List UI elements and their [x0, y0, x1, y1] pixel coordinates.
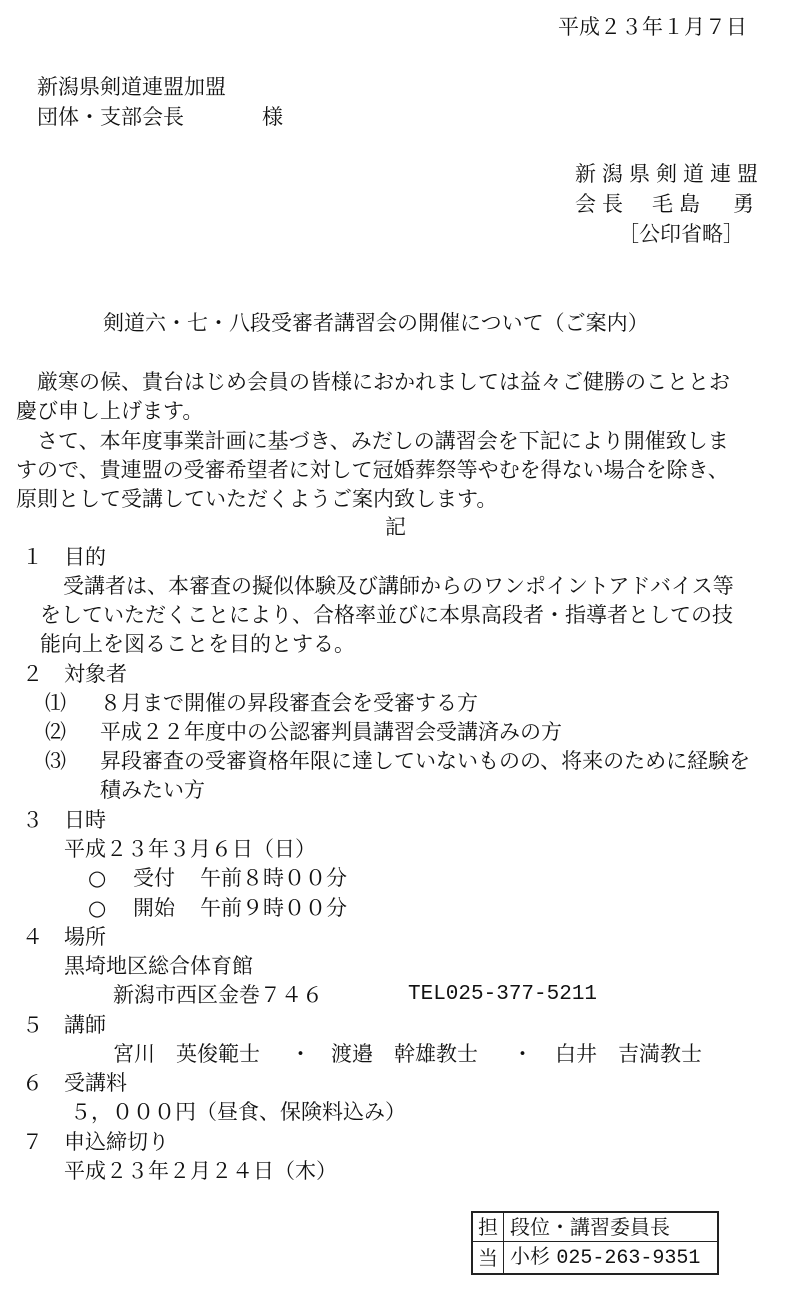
- body-line-1: 厳寒の候、貴台はじめ会員の皆様におかれましては益々ご健勝のこととお: [37, 370, 730, 394]
- instructor-separator-1: ・: [290, 1042, 311, 1066]
- section-3-item-1-time: 午前８時００分: [200, 866, 347, 890]
- instructor-1: 宮川 英俊範士: [113, 1042, 260, 1066]
- section-2-number: ２: [22, 662, 43, 686]
- document-date: 平成２３年１月７日: [558, 15, 747, 39]
- section-3-number: ３: [22, 808, 43, 832]
- section-7-title: 申込締切り: [64, 1130, 169, 1154]
- document-subject: 剣道六・七・八段受審者講習会の開催について（ご案内）: [103, 311, 649, 335]
- instructor-2: 渡邉 幹雄教士: [331, 1042, 478, 1066]
- recipient-line-2: 団体・支部会長: [37, 105, 184, 129]
- section-2-title: 対象者: [64, 662, 127, 686]
- recipient-honorific: 様: [262, 105, 283, 129]
- venue-address: 新潟市西区金巻７４６: [113, 983, 323, 1007]
- section-3-item-2-time: 午前９時００分: [200, 896, 347, 920]
- section-5-title: 講師: [64, 1013, 106, 1037]
- venue-name: 黒埼地区総合体育館: [64, 954, 253, 978]
- contact-role: 段位・講習委員長: [504, 1212, 719, 1242]
- section-1-title: 目的: [64, 545, 106, 569]
- section-6-number: ６: [22, 1071, 43, 1095]
- section-3-item-1-label: 受付: [133, 866, 175, 890]
- section-3-item-2-label: 開始: [133, 896, 175, 920]
- section-4-number: ４: [22, 925, 43, 949]
- instructor-separator-2: ・: [512, 1042, 533, 1066]
- sender-title: 会長: [575, 192, 629, 216]
- contact-label-top: 担: [472, 1212, 504, 1242]
- contact-phone: 025-263-9351: [556, 1247, 701, 1270]
- sender-organization: 新潟県剣道連盟: [575, 162, 764, 186]
- section-3-date: 平成２３年３月６日（日）: [64, 837, 316, 861]
- ki-heading: 記: [385, 515, 406, 539]
- course-fee: ５，０００円（昼食、保険料込み）: [70, 1100, 406, 1124]
- section-1-number: １: [22, 545, 43, 569]
- contact-person-cell: [504, 1242, 719, 1275]
- section-3-title: 日時: [64, 808, 106, 832]
- contact-label-bottom: 当: [472, 1242, 504, 1275]
- section-2-item-2-text: 平成２２年度中の公認審判員講習会受講済みの方: [100, 720, 562, 744]
- venue-phone: TEL025-377-5211: [408, 983, 598, 1006]
- section-2-item-2-number: ⑵: [45, 720, 66, 744]
- section-2-item-3-text: 昇段審査の受審資格年限に達していないものの、将来のために経験を: [100, 749, 751, 773]
- body-line-5: 原則として受講していただくようご案内致します。: [16, 487, 498, 511]
- section-7-number: ７: [22, 1130, 43, 1154]
- section-3-item-1-mark: ○: [88, 866, 107, 890]
- section-1-line-2: をしていただくことにより、合格率並びに本県高段者・指導者としての技: [40, 603, 733, 627]
- sender-name: 毛島 勇: [652, 192, 760, 216]
- section-5-number: ５: [22, 1013, 43, 1037]
- section-2-item-1-number: ⑴: [45, 691, 66, 715]
- body-line-3: さて、本年度事業計画に基づき、みだしの講習会を下記により開催致しま: [37, 429, 729, 453]
- section-1-line-3: 能向上を図ることを目的とする。: [40, 632, 355, 656]
- body-line-2: 慶び申し上げます。: [16, 399, 204, 423]
- recipient-line-1: 新潟県剣道連盟加盟: [37, 75, 226, 99]
- section-1-line-1: 受講者は、本審査の擬似体験及び講師からのワンポイントアドバイス等: [63, 574, 734, 598]
- section-6-title: 受講料: [64, 1071, 127, 1095]
- section-3-item-2-mark: ○: [88, 896, 107, 920]
- section-2-item-3-number: ⑶: [45, 749, 66, 773]
- body-line-4: すので、貴連盟の受審希望者に対して冠婚葬祭等やむを得ない場合を除き、: [16, 458, 729, 482]
- application-deadline: 平成２３年２月２４日（木）: [64, 1159, 337, 1183]
- section-2-item-1-text: ８月まで開催の昇段審査会を受審する方: [100, 691, 478, 715]
- contact-person: 小杉: [510, 1244, 550, 1268]
- section-4-title: 場所: [64, 925, 106, 949]
- seal-omitted-note: ［公印省略］: [618, 222, 744, 246]
- section-2-item-3-continuation: 積みたい方: [100, 778, 205, 802]
- contact-box: [471, 1211, 719, 1275]
- instructor-3: 白井 吉満教士: [555, 1042, 702, 1066]
